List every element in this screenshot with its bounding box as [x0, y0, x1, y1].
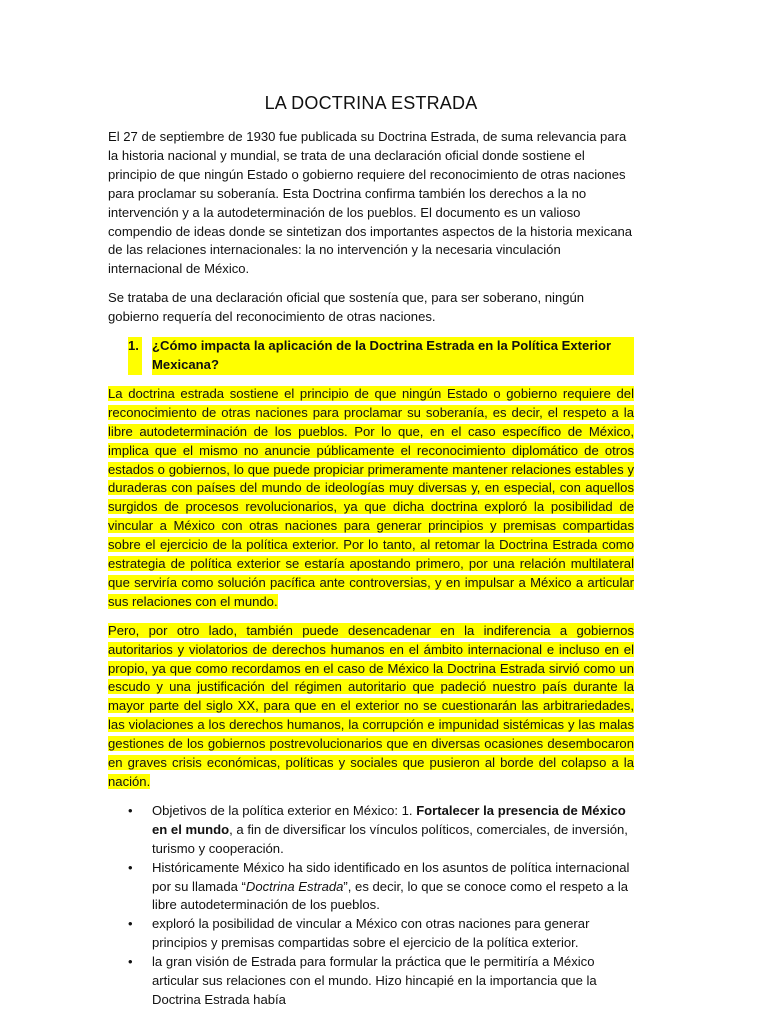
bullet-icon: •	[128, 916, 133, 932]
bullet-3-text: exploró la posibilidad de vincular a México con otras naciones para generar principios y premisas compartidas sobre el ejercicio de la política exterior.	[152, 916, 590, 951]
bullet-2-text: Históricamente México ha sido identificado en los asuntos de política internacional por su llamada “	[152, 859, 630, 894]
answer-paragraph-1	[108, 385, 634, 612]
bullet-1-tail: , a fin de diversificar los vínculos políticos, comerciales, de inversión, turismo y cooperación.	[152, 821, 628, 856]
list-item	[108, 859, 634, 916]
bullet-1-bold: Fortalecer la presencia de México en el mundo	[152, 802, 626, 837]
bullet-4-text: la gran visión de Estrada para formular la práctica que le permitiría a México articular sus relaciones con el mundo. Hizo hincapié en la importancia que la Doctrina Estrada había	[152, 954, 597, 1007]
bullet-icon: •	[128, 802, 133, 818]
list-item	[108, 802, 634, 859]
list-item	[108, 915, 634, 953]
question-heading	[108, 337, 634, 375]
document-body	[108, 91, 634, 1010]
intro-paragraph: El 27 de septiembre de 1930 fue publicada su Doctrina Estrada, de suma relevancia para la historia nacional y mundial, se trata de una declaración oficial donde sostiene el principio de que ningún Estado o gobierno requiere del reconocimiento de otras naciones para proclamar su soberanía. Esta Doctrina confirma también los derechos a la no intervención y a la autodeterminación de los pueblos. El documento es un valioso compendio de ideas donde se sintetizan dos importantes aspectos de la historia mexicana de las relaciones internacionales: la no intervención y la necesaria vinculación internacional de México.	[108, 129, 633, 277]
answer-text-1: La doctrina estrada sostiene el principio de que ningún Estado o gobierno requiere del reconocimiento de otras naciones para proclamar su soberanía, es decir, el respeto a la libre autodeterminación de los pueblos. Por lo que, en el caso específico de México, implica que el mismo no anuncie públicamente el reconocimiento diplomático de otros estados o gobiernos, lo que puede propiciar primeramente mantener relaciones estables y duraderas con países del mundo de ideologías muy diversas y, en especial, con aquellos surgidos de procesos revolucionarios, ya que dicha doctrina exploró la posibilidad de vincular a México con otras naciones para generar principios y premisas compartidas sobre el ejercicio de la política exterior. Por lo tanto, al retomar la Doctrina Estrada como estrategia de política exterior se estaría apostando primero, por una relación multilateral que serviría como solución pacífica ante controversias, y en impulsar a México a articular sus relaciones con el mundo.	[108, 385, 634, 609]
question-number: 1.	[128, 337, 142, 375]
bullet-2-tail: ”, es decir, lo que se conoce como el respeto a la libre autodeterminación de los pueblos.	[152, 878, 629, 913]
answer-text-2: Pero, por otro lado, también puede desencadenar en la indiferencia a gobiernos autoritarios y violatorios de derechos humanos en el ámbito internacional e incluso en el propio, ya que como recordamos en el caso de México la Doctrina Estrada sirvió como un escudo y una justificación del régimen autoritario que padeció nuestro país durante la mayor parte del siglo XX, para que en el exterior no se cuestionarán las arbitrariedades, las violaciones a los derechos humanos, la corrupción e impunidad sistémicas y las malas gestiones de los gobiernos postrevolucionarios que en diversas ocasiones desembocaron en graves crisis económicas, políticas y sociales que pusieron al borde del colapso a la nación.	[108, 622, 634, 789]
list-item	[108, 953, 634, 1010]
summary-paragraph: Se trataba de una declaración oficial que sostenía que, para ser soberano, ningún gobierno requería del reconocimiento de otras naciones.	[108, 290, 585, 325]
question-text: ¿Cómo impacta la aplicación de la Doctrina Estrada en la Política Exterior Mexicana?	[152, 337, 634, 375]
bullet-icon: •	[128, 859, 133, 875]
bullet-list	[108, 802, 634, 1010]
bullet-1-text: Objetivos de la política exterior en México: 1.	[152, 802, 417, 818]
bullet-icon: •	[128, 954, 133, 970]
answer-paragraph-2	[108, 622, 634, 792]
bullet-2-italic: Doctrina Estrada	[245, 878, 344, 894]
document-title: LA DOCTRINA ESTRADA	[264, 93, 478, 113]
